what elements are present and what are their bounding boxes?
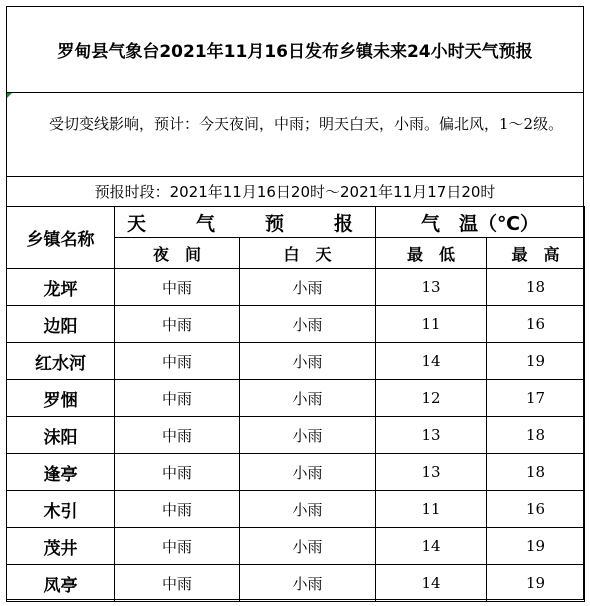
table-row <box>7 565 585 602</box>
header-high <box>487 238 585 269</box>
night-weather-cell: 中雨 <box>115 380 240 417</box>
night-weather-cell: 中雨 <box>115 565 240 602</box>
town-name-cell: 茂井 <box>7 528 115 565</box>
night-weather-cell: 中雨 <box>115 269 240 306</box>
header-day <box>240 238 376 269</box>
day-weather-cell: 小雨 <box>240 528 376 565</box>
low-temp-cell: 11 <box>376 306 487 343</box>
low-temp-cell: 13 <box>376 417 487 454</box>
table-header-row <box>7 207 585 238</box>
table-row <box>7 491 585 528</box>
header-weather-char: 气 <box>195 212 215 235</box>
table-row <box>7 454 585 491</box>
low-temp-cell: 13 <box>376 269 487 306</box>
night-weather-cell: 中雨 <box>115 343 240 380</box>
forecast-sheet <box>6 6 584 600</box>
town-name-cell: 逢亭 <box>7 454 115 491</box>
forecast-period: 预报时段：2021年11月16日20时～2021年11月17日20时 <box>7 177 583 207</box>
header-weather-char: 报 <box>333 212 353 235</box>
day-weather-cell: 小雨 <box>240 565 376 602</box>
day-weather-cell: 小雨 <box>240 454 376 491</box>
header-temperature: 气 温（℃） <box>376 207 585 238</box>
high-temp-cell: 16 <box>487 491 585 528</box>
night-weather-cell: 中雨 <box>115 528 240 565</box>
night-weather-cell: 中雨 <box>115 306 240 343</box>
day-weather-cell: 小雨 <box>240 417 376 454</box>
low-temp-cell: 12 <box>376 380 487 417</box>
header-low-label: 最低 <box>406 244 471 264</box>
header-weather-forecast <box>115 207 376 238</box>
town-name-cell: 沫阳 <box>7 417 115 454</box>
header-day-label: 白天 <box>283 244 348 264</box>
table-row <box>7 528 585 565</box>
low-temp-cell: 13 <box>376 454 487 491</box>
header-town-name: 乡镇名称 <box>7 207 115 269</box>
table-row <box>7 306 585 343</box>
high-temp-cell: 19 <box>487 528 585 565</box>
night-weather-cell: 中雨 <box>115 491 240 528</box>
document-title: 罗甸县气象台2021年11月16日发布乡镇未来24小时天气预报 <box>7 7 583 93</box>
town-name-cell: 红水河 <box>7 343 115 380</box>
town-name-cell: 龙坪 <box>7 269 115 306</box>
day-weather-cell: 小雨 <box>240 380 376 417</box>
table-row <box>7 380 585 417</box>
high-temp-cell: 18 <box>487 269 585 306</box>
header-low <box>376 238 487 269</box>
town-name-cell: 边阳 <box>7 306 115 343</box>
night-weather-cell: 中雨 <box>115 417 240 454</box>
day-weather-cell: 小雨 <box>240 343 376 380</box>
header-weather-char: 天 <box>127 212 147 235</box>
forecast-table <box>6 206 585 602</box>
header-night-label: 夜间 <box>152 244 217 264</box>
forecast-summary: 受切变线影响，预计：今天夜间，中雨；明天白天，小雨。偏北风，1～2级。 <box>7 93 583 177</box>
town-name-cell: 凤亭 <box>7 565 115 602</box>
day-weather-cell: 小雨 <box>240 306 376 343</box>
night-weather-cell: 中雨 <box>115 454 240 491</box>
town-name-cell: 罗悃 <box>7 380 115 417</box>
table-row <box>7 417 585 454</box>
header-high-label: 最高 <box>511 244 576 264</box>
town-name-cell: 木引 <box>7 491 115 528</box>
low-temp-cell: 14 <box>376 528 487 565</box>
day-weather-cell: 小雨 <box>240 269 376 306</box>
high-temp-cell: 19 <box>487 565 585 602</box>
header-weather-char: 预 <box>264 212 284 235</box>
high-temp-cell: 19 <box>487 343 585 380</box>
low-temp-cell: 11 <box>376 491 487 528</box>
high-temp-cell: 18 <box>487 417 585 454</box>
table-row <box>7 269 585 306</box>
high-temp-cell: 18 <box>487 454 585 491</box>
day-weather-cell: 小雨 <box>240 491 376 528</box>
high-temp-cell: 17 <box>487 380 585 417</box>
high-temp-cell: 16 <box>487 306 585 343</box>
table-row <box>7 343 585 380</box>
header-night <box>115 238 240 269</box>
low-temp-cell: 14 <box>376 343 487 380</box>
low-temp-cell: 14 <box>376 565 487 602</box>
